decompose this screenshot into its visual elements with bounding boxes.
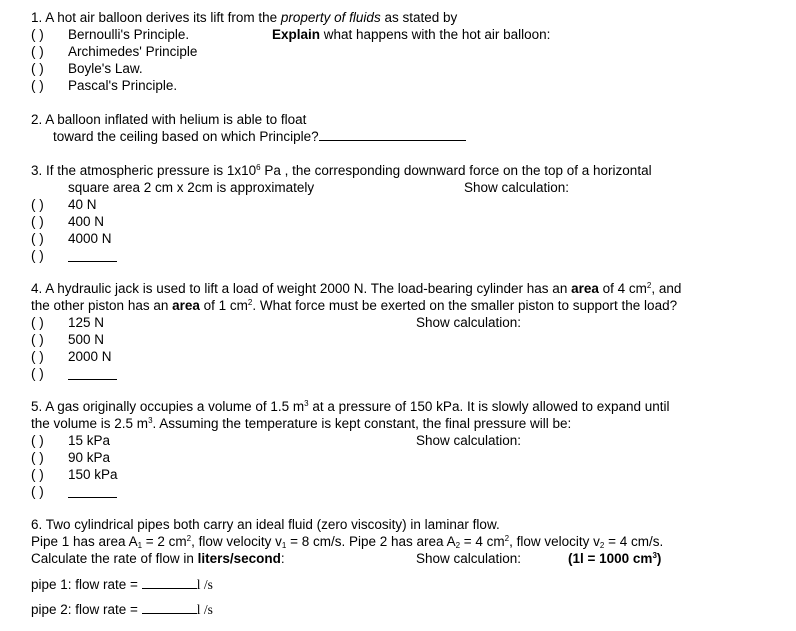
question-4-stem: 4. A hydraulic jack is used to lift a load of weight 2000 N. The load-bearing cylinder has an area of 4 $cm^2$, and — [31, 281, 682, 296]
q5-option-4-checkbox[interactable]: ( ) — [31, 484, 44, 499]
q4-show-calculation: Show calculation: — [416, 315, 522, 330]
q3-option-4-blank[interactable] — [68, 261, 117, 262]
pipe-2-flow-rate: pipe 2: flow rate = l /s — [31, 602, 213, 617]
question-1-explain-prompt: Explain what happens with the hot air balloon: — [272, 27, 551, 42]
q1-option-3-label: Boyle's Law. — [68, 61, 143, 76]
q6-conversion-note: (1l = 1000 $cm^3$) — [568, 551, 662, 566]
q1-option-1-label: Bernoulli's Principle. — [68, 27, 190, 42]
question-2-prompt: toward the ceiling based on which Principle? — [53, 128, 466, 145]
q2-answer-blank[interactable] — [319, 140, 466, 141]
q4-option-1-checkbox[interactable]: ( ) — [31, 315, 44, 330]
question-5-stem-line-2: the volume is 2.5 $m^3$. Assuming the temperature is kept constant, the final pressure will be: — [31, 416, 572, 431]
question-3-stem: 3. If the atmospheric pressure is $1x10^6$ Pa , the corresponding downward force on the top of a horizontal — [31, 163, 652, 178]
question-4-stem-line-2: the other piston has an area of 1 $cm^2$. What force must be exerted on the smaller piston to support the load? — [31, 298, 678, 313]
q5-option-1-checkbox[interactable]: ( ) — [31, 433, 44, 448]
q3-option-2-checkbox[interactable]: ( ) — [31, 214, 44, 229]
pipe-1-flow-rate: pipe 1: flow rate = l /s — [31, 577, 213, 592]
q5-option-4-blank[interactable] — [68, 497, 117, 498]
pipe-2-answer-blank[interactable] — [142, 613, 197, 614]
question-6-pipe-data: Pipe 1 has area $A_1 = 2$ $cm^2$, flow velocity $v_1 = 8$ cm/s. Pipe 2 has area $A_2 = 4$ $cm^2$, flow velocity $v_2 = 4$ cm/s. — [31, 534, 664, 550]
q4-option-2-label: 500 N — [68, 332, 105, 347]
q3-option-4-checkbox[interactable]: ( ) — [31, 248, 44, 263]
q1-option-4-label: Pascal's Principle. — [68, 78, 178, 93]
question-6-stem: 6. Two cylindrical pipes both carry an ideal fluid (zero viscosity) in laminar flow. — [31, 517, 500, 532]
q4-option-3-label: 2000 N — [68, 349, 112, 364]
q5-option-3-label: 150 kPa — [68, 467, 118, 482]
q5-option-2-checkbox[interactable]: ( ) — [31, 450, 44, 465]
q4-option-3-checkbox[interactable]: ( ) — [31, 349, 44, 364]
q5-option-3-checkbox[interactable]: ( ) — [31, 467, 44, 482]
q3-option-3-label: 4000 N — [68, 231, 112, 246]
q6-show-calculation: Show calculation: — [416, 551, 522, 566]
q3-show-calculation: Show calculation: — [464, 180, 570, 195]
question-6-prompt: Calculate the rate of flow in liters/second: — [31, 551, 285, 566]
question-1-stem: 1. A hot air balloon derives its lift from the property of fluids as stated by — [31, 10, 458, 25]
q3-option-1-label: 40 N — [68, 197, 97, 212]
q5-show-calculation: Show calculation: — [416, 433, 522, 448]
pipe-1-answer-blank[interactable] — [142, 588, 197, 589]
q1-option-2-checkbox[interactable]: ( ) — [31, 44, 44, 59]
q5-option-1-label: 15 kPa — [68, 433, 111, 448]
q4-option-2-checkbox[interactable]: ( ) — [31, 332, 44, 347]
q4-option-1-label: 125 N — [68, 315, 105, 330]
question-2-stem: 2. A balloon inflated with helium is able to float — [31, 112, 307, 127]
q3-option-1-checkbox[interactable]: ( ) — [31, 197, 44, 212]
q4-option-4-checkbox[interactable]: ( ) — [31, 366, 44, 381]
q4-option-4-blank[interactable] — [68, 379, 117, 380]
q5-option-2-label: 90 kPa — [68, 450, 111, 465]
question-3-stem-line-2: square area 2 cm x 2cm is approximately — [68, 180, 315, 195]
q3-option-2-label: 400 N — [68, 214, 105, 229]
q1-option-2-label: Archimedes' Principle — [68, 44, 198, 59]
q1-option-1-checkbox[interactable]: ( ) — [31, 27, 44, 42]
question-5-stem: 5. A gas originally occupies a volume of 1.5 $m^3$ at a pressure of 150 kPa. It is slowly allowed to expand until — [31, 399, 670, 414]
q3-option-3-checkbox[interactable]: ( ) — [31, 231, 44, 246]
q1-option-4-checkbox[interactable]: ( ) — [31, 78, 44, 93]
q1-option-3-checkbox[interactable]: ( ) — [31, 61, 44, 76]
